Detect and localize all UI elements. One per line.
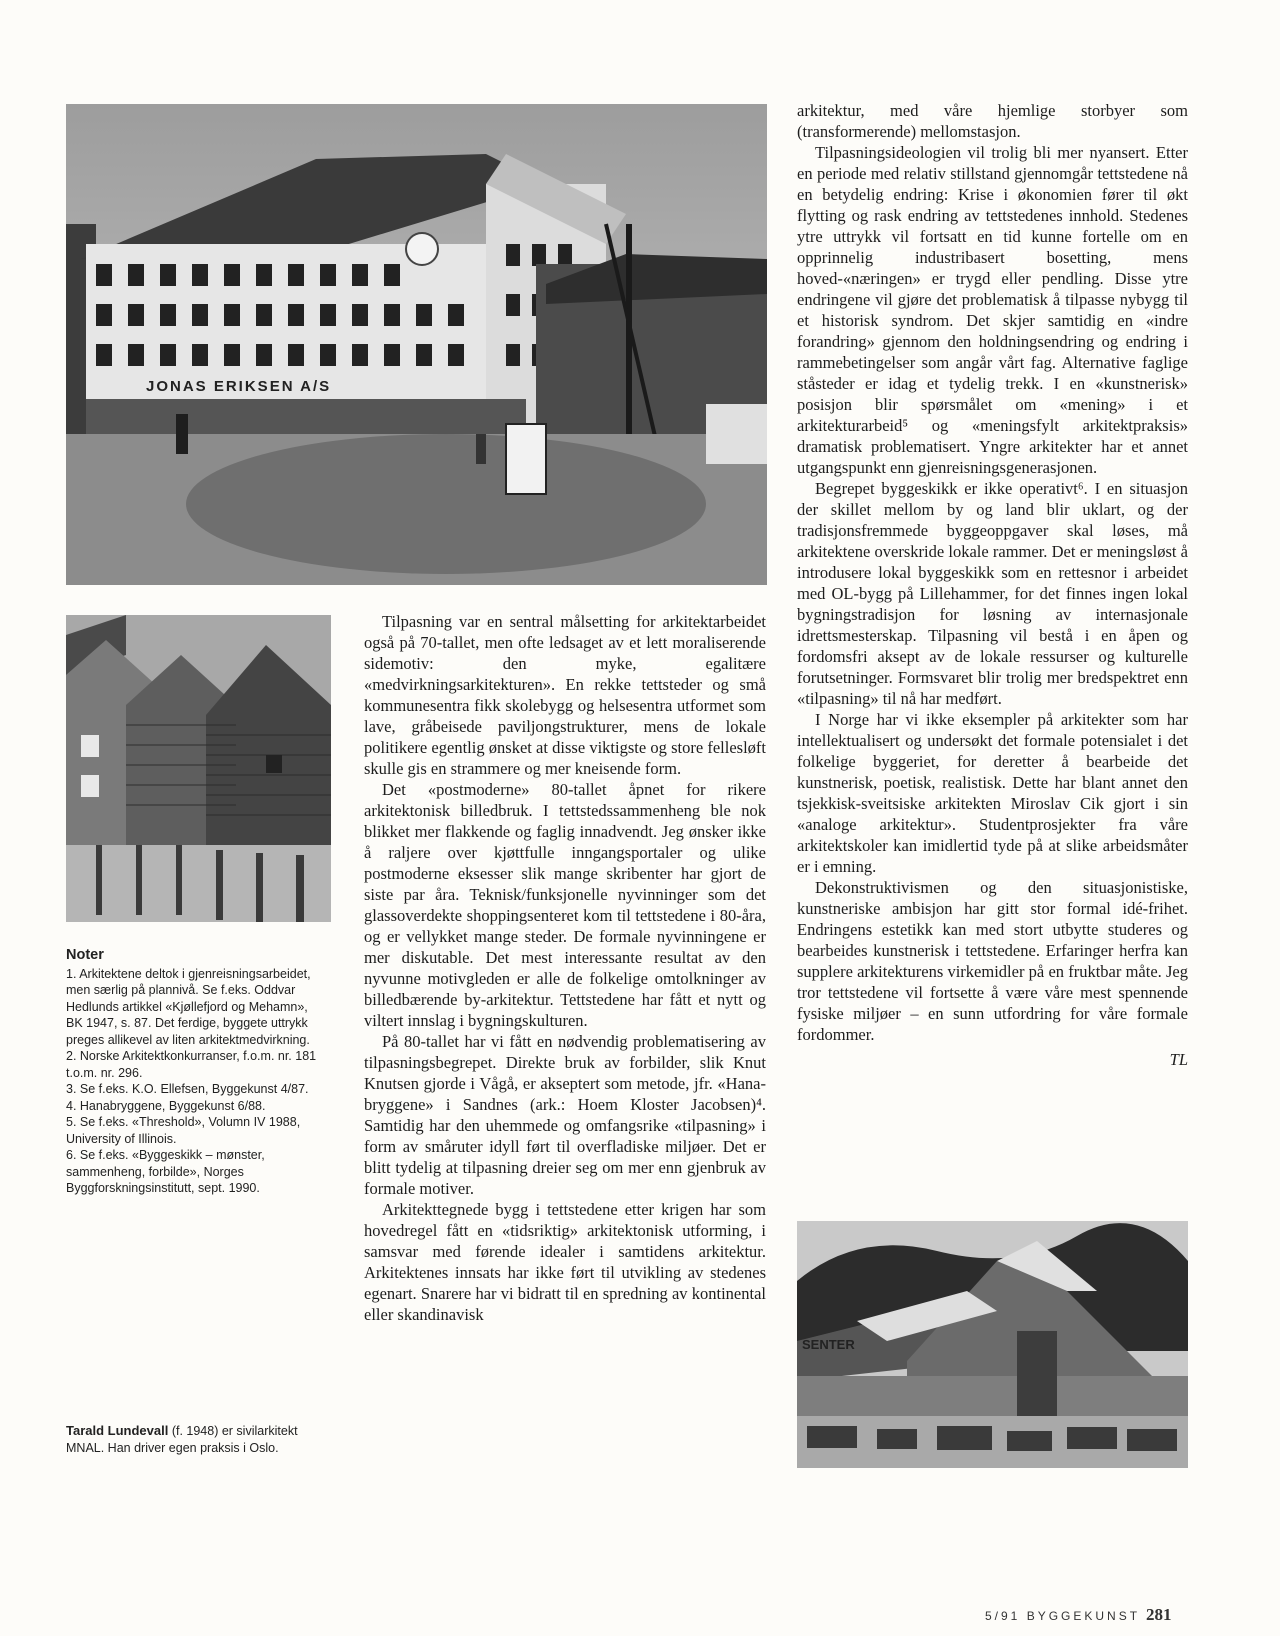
author-description: (f. 1948) er sivilarkitekt MNAL. Han driver egen praksis i Oslo. [66, 1424, 298, 1455]
paragraph: På 80-tallet har vi fått en nødvendig problematisering av tilpasningsbegrepet. Direkte bruk av forbilder, slik Knut Knutsen gjorde i Vågå, er akseptert som metode, jfr. «Hana-bryggene» i Sandnes (ark.: Hoem Kloster Jacobsen)⁴. Samtidig har den uhemmede og omfangsrike «tilpasning» i form av småruter idyll ført til overfladiske miljøer. Det er blitt tydelig at tilpasning dreier seg om mer enn gjenbruk av formale motiver. [364, 1032, 766, 1198]
paragraph: Tilpasning var en sentral målsetting for arkitektarbeidet også på 70-tallet, men ofte ledsaget av et lett moraliserende sidemotiv: den myke, egalitære «medvirkningsarkitekturen». En rekke tettsteder og små kommunesentra fikk skolebygg og helsesentra utformet som lave, gråbeisede paviljongstrukturer, mens de lokale politikere egentlig ønsket at disse viktigste og store fellesløft skulle gis en strammere og mer kneisende form. [364, 612, 766, 778]
photo-wooden-wharf-buildings [66, 615, 331, 922]
page-footer [985, 1605, 1172, 1625]
footnote: 1. Arkitektene deltok i gjenreisningsarbeidet, men særlig på plannivå. Se f.eks. Oddvar Hedlunds artikkel «Kjøllefjord og Mehamn», BK 1947, s. 87. Det ferdige, byggete uttrykk preges allikevel av liten arkitektmedvirkning. [66, 966, 311, 1047]
issue-label: 5/91 BYGGEKUNST [985, 1609, 1141, 1623]
paragraph: Dekonstruktivismen og den situasjonistiske, kunstneriske ambisjon har gitt stor formal idé-frihet. Endringens estetikk kan med stort utbytte studeres og bearbeides kunstnerisk i tettstedene. Erfaringer herfra kan supplere arkitekturens virkemidler på en fruktbar måte. Jeg tror tettstedene vil fortsette å være våre mest spennende fysiske miljøer – en sunn utfordring for våre formale fordommer. [797, 878, 1188, 1044]
paragraph: Arkitekttegnede bygg i tettstedene etter krigen har som hovedregel fått en «tidsriktig» arkitektonisk utforming, i samsvar med førende idealer i samtidens arkitektur. Arkitektenes innsats har ikke ført til utvikling av stedenes egenart. Snarere har vi bidratt til en spredning av kontinental eller skandinavisk [364, 1200, 766, 1324]
paragraph: I Norge har vi ikke eksempler på arkitekter som har intellektualisert og undersøkt det formale potensialet i det folkelige byggeriet, for deretter å bearbeide det kunstnerisk, poetisk, realistisk. Dette har blant annet den tsjekkisk-sveitsiske arkitekten Miroslav Cik gjort i sin «analoge arkitektur». Studentprosjekter fra våre arkitektskoler kan imidlertid tyde på at slike arbeidsmåter er i emning. [797, 710, 1188, 876]
article-column-right [797, 100, 1188, 1070]
footnote: 6. Se f.eks. «Byggeskikk – mønster, sammenheng, forbilde», Norges Byggforskningsinstitutt, sept. 1990. [66, 1148, 265, 1195]
author-signature: TL [1169, 1050, 1188, 1069]
photo-shopping-center [797, 1221, 1188, 1468]
footnotes-heading: Noter [66, 947, 104, 963]
footnote: 4. Hanabryggene, Byggekunst 6/88. [66, 1098, 266, 1113]
article-column-middle [364, 611, 766, 1325]
paragraph: Begrepet byggeskikk er ikke operativt⁶. I en situasjon der skillet mellom by og land blir uklart, og der tradisjonsfremmede byggeoppgaver skal løses, må arkitektene overskride lokale rammer. Det er meningsløst å introdusere lokal byggeskikk som en rettesnor i arbeidet med OL-bygg på Lillehammer, for det finnes ingen lokal bygningstradisjon for løsning av internasjonale idrettsmesterskap. Tilpasning vil bestå i en åpen og fordomsfri aksept av de lokale ressurser og kulturelle forutsetninger. Formsvaret blir trolig mer bredspektret enn «tilpasning» til nå har medført. [797, 479, 1188, 708]
paragraph: Det «postmoderne» 80-tallet åpnet for rikere arkitektonisk billedbruk. I tettstedssammenheng ble nok blikket mer flakkende og faglig innadvendt. Jeg ønsker ikke å raljere over kjøttfulle inngangsportaler og ulike postmoderne eksesser slik mange skribenter har gjort de siste par åra. Teknisk/funksjonelle nyvinninger som det glassoverdekte shoppingsenteret kom til tettstedene i 80-åra, og er vellykket mange steder. De formale nyvinningene er mer diskutable. Det mest interessante resultat av den nyvunne motivgleden er alle de folkelige omtolkninger av billedbærende by-arkitektur. Tettstedene har fått et nytt og viltert innslag i bygningskulturen. [364, 780, 766, 1030]
footnote: 2. Norske Arkitektkonkurranser, f.o.m. nr. 181 t.o.m. nr. 296. [66, 1049, 317, 1080]
center-sign: SENTER [802, 1337, 855, 1352]
paragraph: arkitektur, med våre hjemlige storbyer som (transformerende) mellomstasjon. [797, 101, 1188, 141]
paragraph: Tilpasningsideologien vil trolig bli mer nyansert. Etter en periode med relativ stillstand gjennomgår tettstedene nå en betydelig endring: Krise i økonomien fører til økt flytting og rask endring av tettstedenes innhold. Stedenes ytre uttrykk vil fortsatt en tid kunne fortelle om en opprinnelig industribasert bosetting, mens hoved-«næringen» er trygd eller pendling. Disse ytre endringene vil gjøre det problematisk å tilpasse nybygg til et historisk syndrom. Det skjer samtidig en «indre forandring» gjennom den holdningsendring og endring i rammebetingelser som angår vårt fag. Alternative faglige ståsteder er idag et tydelig trekk. I en «kunstnerisk» posisjon blir spørsmålet om «mening» i et arkitekturarbeid⁵ og «meningsfylt arkitektpraksis» dramatisk problematisert. Yngre arkitekter har et annet utgangspunkt enn gjenreisningsgenerasjonen. [797, 143, 1188, 477]
building-sign: JONAS ERIKSEN A/S [146, 378, 332, 395]
footnotes [66, 947, 326, 1197]
footnote: 5. Se f.eks. «Threshold», Volumn IV 1988, University of Illinois. [66, 1115, 301, 1146]
author-bio [66, 1423, 326, 1456]
author-name: Tarald Lundevall [66, 1423, 169, 1438]
footnote: 3. Se f.eks. K.O. Ellefsen, Byggekunst 4/87. [66, 1082, 309, 1096]
page-number: 281 [1146, 1605, 1172, 1624]
photo-town-square-building [66, 104, 767, 585]
